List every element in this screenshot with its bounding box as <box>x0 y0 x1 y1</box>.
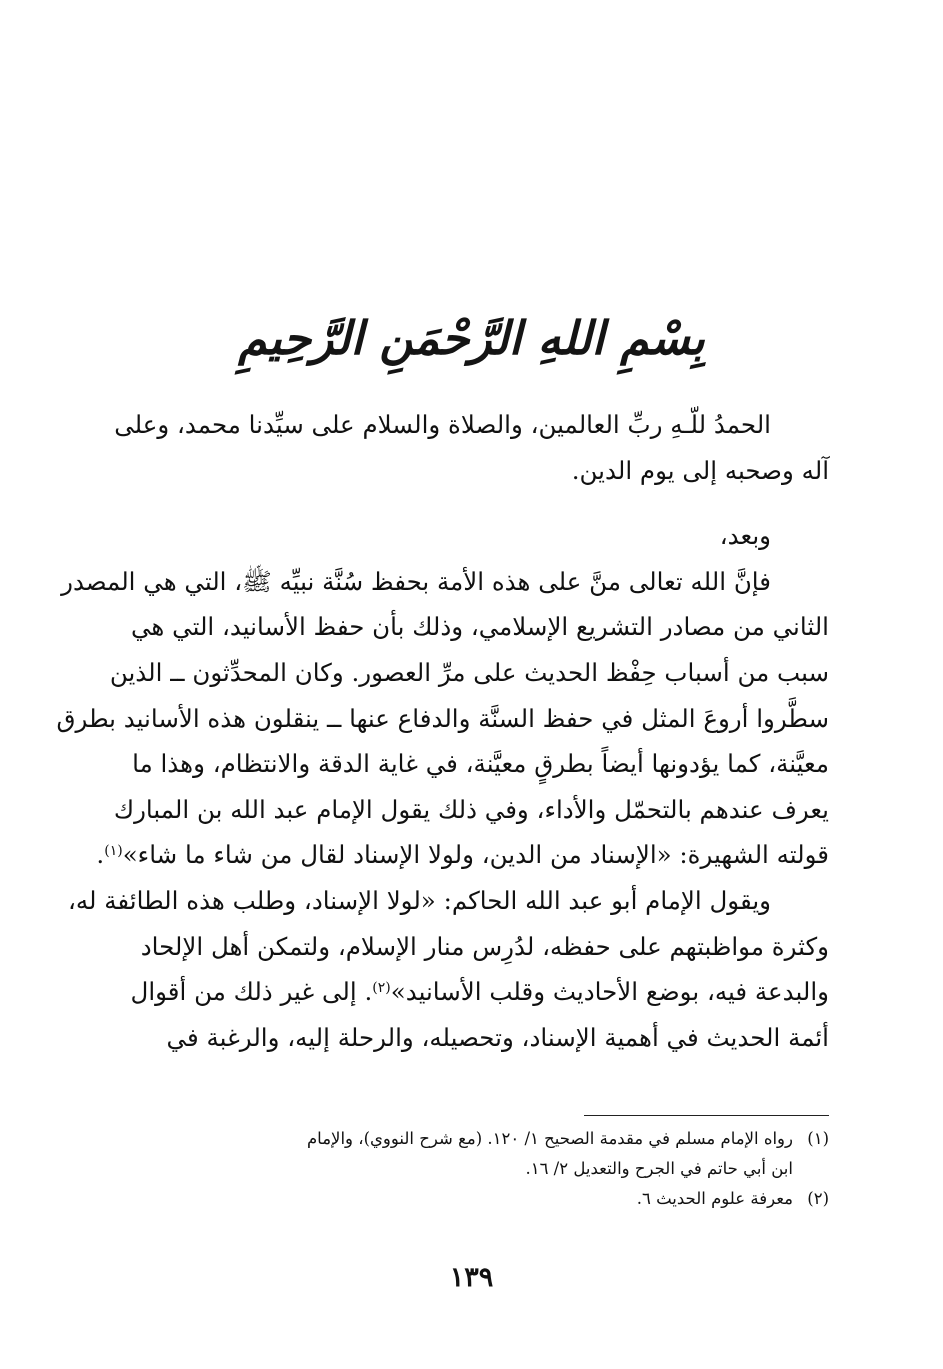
basmala-heading: بِسْمِ اللهِ الرَّحْمَنِ الرَّحِيمِ <box>238 311 705 365</box>
footnote-text: رواه الإمام مسلم في مقدمة الصحيح ١/ ١٢٠. (مع شرح النووي)، والإمام <box>306 1129 793 1148</box>
footnote-number: (٢) <box>807 1189 829 1208</box>
sentence-continuation: . إلى غير ذلك من أقوال <box>130 977 373 1007</box>
text-line: وبعد، <box>719 521 771 551</box>
text-line <box>96 832 829 878</box>
footnote-number: (١) <box>807 1129 829 1148</box>
footnote-separator <box>584 1115 829 1116</box>
quote-text: والبدعة فيه، بوضع الأحاديث وقلب الأسانيد» <box>390 977 829 1007</box>
text-line: الحمدُ للّـهِ ربِّ العالمين، والصلاة والسلام على سيِّدنا محمد، وعلى <box>114 410 771 439</box>
text-line: آله وصحبه إلى يوم الدين. <box>571 455 829 485</box>
text-line: وكثرة مواظبتهم على حفظه، لدُرِس منار الإسلام، ولتمكن أهل الإلحاد <box>140 931 829 961</box>
sentence-end: . <box>96 840 105 870</box>
footnote-text: معرفة علوم الحديث ٦. <box>636 1189 793 1208</box>
paragraph-transition <box>111 513 829 559</box>
footnotes <box>111 1124 829 1214</box>
body-text <box>56 402 829 1060</box>
paragraph-opening <box>111 402 829 493</box>
footnote-1-continuation: ابن أبي حاتم في الجرح والتعديل ٢/ ١٦. <box>525 1159 793 1178</box>
text-line: سبب من أسباب حِفْظ الحديث على مرِّ العصور. وكان المحدِّثون ــ الذين <box>109 657 829 687</box>
text-line: معيَّنة، كما يؤدونها أيضاً بطرقٍ معيَّنة، في غاية الدقة والانتظام، وهذا ما <box>132 749 829 779</box>
paragraph-hakim <box>67 878 829 1060</box>
footnote-ref-1[interactable]: (١) <box>104 843 123 860</box>
text-line <box>111 969 829 1015</box>
footnote-1 <box>111 1124 829 1154</box>
page-number: ١٣٩ <box>449 1262 494 1293</box>
footnote-2 <box>111 1184 829 1214</box>
quote-text: قولته الشهيرة: «الإسناد من الدين، ولولا الإسناد لقال من شاء ما شاء» <box>122 840 829 870</box>
footnote-ref-2[interactable]: (٢) <box>372 980 391 997</box>
text-line: ويقول الإمام أبو عبد الله الحاكم: «لولا الإسناد، وطلب هذه الطائفة له، <box>67 885 771 915</box>
text-line: الثاني من مصادر التشريع الإسلامي، وذلك بأن حفظ الأسانيد، التي هي <box>131 612 829 642</box>
paragraph-main <box>56 559 829 878</box>
text-line: فإنَّ الله تعالى منَّ على هذه الأمة بحفظ سُنَّة نبيِّه ﷺ، التي هي المصدر <box>61 566 771 596</box>
text-line: يعرف عندهم بالتحمّل والأداء، وفي ذلك يقول الإمام عبد الله بن المبارك <box>113 794 829 824</box>
text-line: سطَّروا أروعَ المثل في حفظ السنَّة والدفاع عنها ــ ينقلون هذه الأسانيد بطرق <box>56 703 829 733</box>
text-line: أئمة الحديث في أهمية الإسناد، وتحصيله، والرحلة إليه، والرغبة في <box>166 1022 829 1052</box>
